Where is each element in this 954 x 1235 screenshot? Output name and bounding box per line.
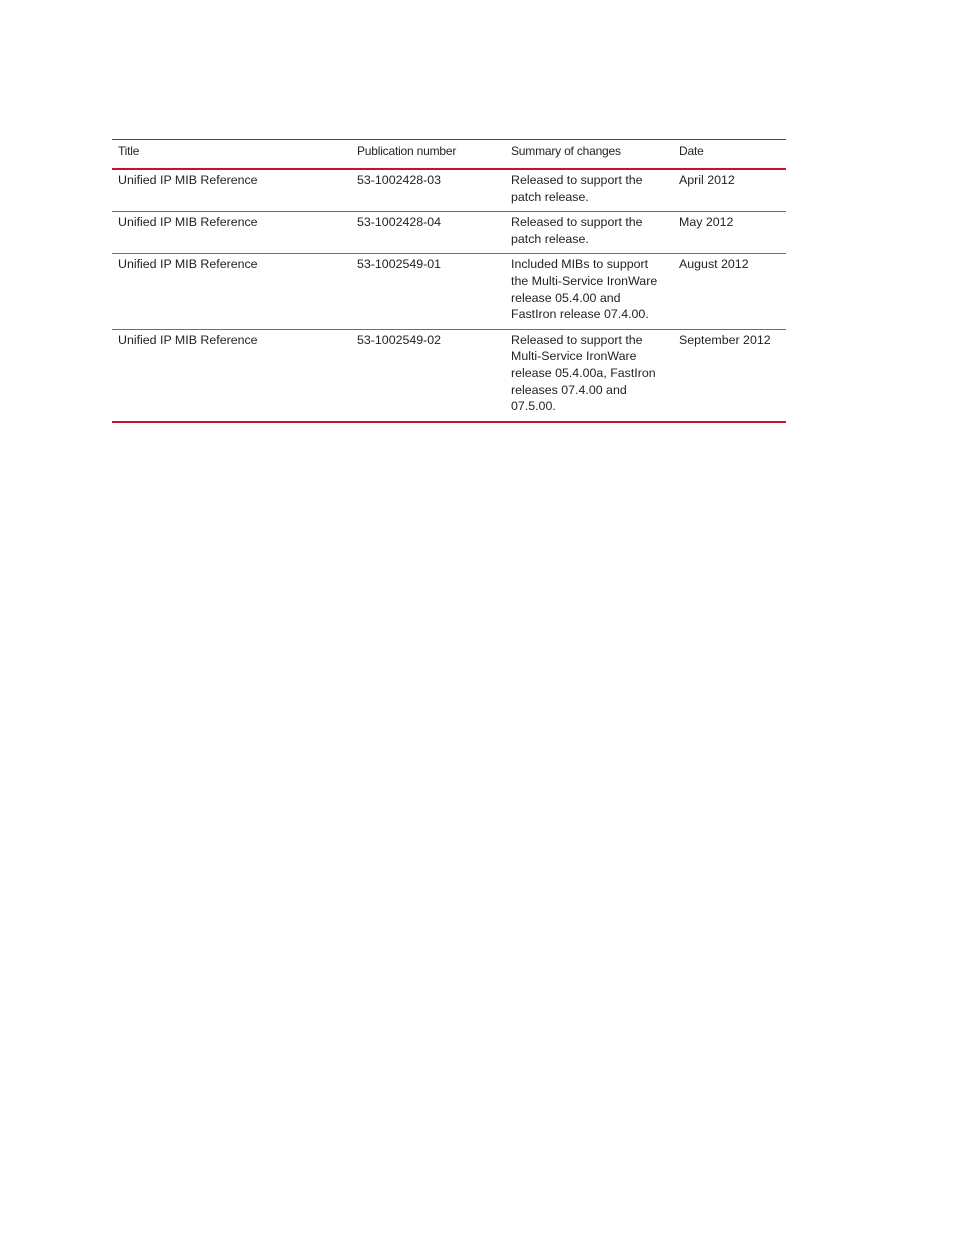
header-summary-of-changes: Summary of changes [511,144,621,158]
table-body [112,169,786,422]
cell-summary: Released to support the Multi-Service IronWare release 05.4.00a, FastIron releases 07.4.00 and 07.5.00. [511,332,656,414]
cell-summary: Released to support the patch release. [511,173,643,204]
cell-title: Unified IP MIB Reference [118,257,258,272]
cell-date: August 2012 [679,257,749,272]
table-row [112,329,786,421]
document-history-table [112,139,786,423]
cell-publication-number: 53-1002549-02 [357,332,442,347]
table-row [112,254,786,329]
table-header [112,140,786,170]
cell-title: Unified IP MIB Reference [118,215,258,230]
cell-date: May 2012 [679,215,734,230]
cell-date: April 2012 [679,173,735,187]
header-row [112,140,786,170]
header-publication-number: Publication number [357,144,457,158]
cell-title: Unified IP MIB Reference [118,173,258,187]
header-title: Title [118,144,140,158]
table-row [112,212,786,254]
cell-title: Unified IP MIB Reference [118,332,258,347]
header-date: Date [679,144,704,158]
table-row [112,169,786,212]
cell-summary: Included MIBs to support the Multi-Service IronWare release 05.4.00 and FastIron release 07.4.00. [511,257,658,322]
cell-summary: Released to support the patch release. [511,215,643,246]
cell-date: September 2012 [679,332,771,347]
cell-publication-number: 53-1002428-03 [357,173,442,187]
cell-publication-number: 53-1002428-04 [357,215,442,230]
cell-publication-number: 53-1002549-01 [357,257,442,272]
